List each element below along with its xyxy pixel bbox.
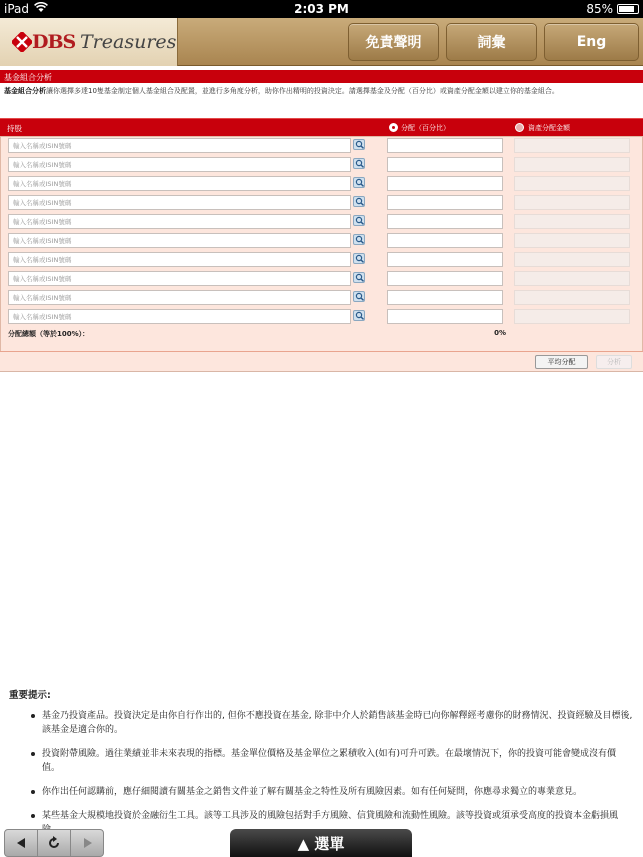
magnifier-icon (355, 140, 365, 149)
battery-percent: 85% (586, 2, 613, 16)
action-bar (0, 351, 643, 372)
browser-nav (4, 829, 104, 857)
back-button[interactable] (5, 830, 38, 856)
back-arrow-icon (15, 837, 27, 849)
magnifier-icon (355, 292, 365, 301)
holdings-header: 持股 (7, 124, 22, 133)
alloc-percent-input[interactable] (387, 195, 503, 210)
alloc-amount-input[interactable] (514, 271, 630, 286)
fund-search-button[interactable] (353, 272, 365, 283)
fund-search-button[interactable] (353, 310, 365, 321)
alloc-percent-input[interactable] (387, 290, 503, 305)
language-button[interactable]: Eng (544, 23, 639, 61)
magnifier-icon (355, 197, 365, 206)
magnifier-icon (355, 178, 365, 187)
alloc-percent-input[interactable] (387, 271, 503, 286)
fund-search-input[interactable]: 輸入名稱或ISIN號碼 (8, 252, 351, 267)
fund-search-input[interactable]: 輸入名稱或ISIN號碼 (8, 214, 351, 229)
fund-search-input[interactable]: 輸入名稱或ISIN號碼 (8, 290, 351, 305)
alloc-amount-input[interactable] (514, 157, 630, 172)
forward-arrow-icon (82, 837, 94, 849)
fund-search-button[interactable] (353, 215, 365, 226)
alloc-amount-input[interactable] (514, 176, 630, 191)
notes-title: 重要提示: (9, 690, 51, 701)
alloc-amount-input[interactable] (514, 252, 630, 267)
refresh-icon (47, 836, 61, 850)
fund-search-button[interactable] (353, 196, 365, 207)
alloc-amount-radio[interactable] (515, 123, 524, 132)
table-header (0, 118, 643, 136)
app-header (0, 18, 643, 66)
dbs-x-logo-icon (12, 32, 32, 52)
fund-search-button[interactable] (353, 234, 365, 245)
magnifier-icon (355, 273, 365, 282)
alloc-percent-radio[interactable] (389, 123, 398, 132)
magnifier-icon (355, 235, 365, 244)
alloc-percent-input[interactable] (387, 252, 503, 267)
total-label: 分配總額（等於100%）： (8, 330, 90, 338)
battery-icon (617, 4, 639, 14)
total-value: 0% (494, 329, 506, 337)
alloc-percent-label: 分配（百分比） (401, 124, 450, 132)
intro-text: 讓你選擇多達10隻基金制定個人基金組合及配置，並進行多角度分析，助你作出精明的投資決定。請選擇基金及分配（百分比）或資產分配金額以建立你的基金組合。 (46, 87, 559, 95)
section-title: 基金組合分析 (4, 73, 52, 82)
fund-search-input[interactable]: 輸入名稱或ISIN號碼 (8, 138, 351, 153)
alloc-percent-input[interactable] (387, 176, 503, 191)
logo-brand: DBS (32, 31, 76, 53)
magnifier-icon (355, 254, 365, 263)
alloc-amount-input[interactable] (514, 309, 630, 324)
fund-search-button[interactable] (353, 139, 365, 150)
fund-search-button[interactable] (353, 177, 365, 188)
alloc-amount-input[interactable] (514, 214, 630, 229)
fund-search-input[interactable]: 輸入名稱或ISIN號碼 (8, 233, 351, 248)
alloc-percent-input[interactable] (387, 214, 503, 229)
alloc-percent-input[interactable] (387, 138, 503, 153)
fund-search-input[interactable]: 輸入名稱或ISIN號碼 (8, 195, 351, 210)
alloc-amount-input[interactable] (514, 290, 630, 305)
list-item: 你作出任何認購前，應仔細閱讀有關基金之銷售文件並了解有關基金之特性及所有風險因素。如有任何疑問，你應尋求獨立的專業意見。 (0, 785, 643, 799)
forward-button[interactable] (71, 830, 104, 856)
list-item: 投資附帶風險。過往業績並非未來表現的指標。基金單位價格及基金單位之累積收入(如有)可升可跌。在最壞情況下，你的投資可能會變成沒有價值。 (0, 747, 643, 775)
notes-list (0, 709, 643, 847)
alloc-amount-label: 資產分配金額 (528, 124, 570, 132)
status-bar (0, 0, 643, 18)
alloc-amount-input[interactable] (514, 195, 630, 210)
intro-bold: 基金組合分析 (4, 87, 46, 95)
disclaimer-button[interactable]: 免責聲明 (348, 23, 439, 61)
logo-suffix: Treasures (80, 31, 177, 53)
clock: 2:03 PM (294, 2, 349, 16)
fund-search-button[interactable] (353, 291, 365, 302)
analyze-button[interactable]: 分析 (596, 355, 632, 369)
fund-search-input[interactable]: 輸入名稱或ISIN號碼 (8, 271, 351, 286)
section-title-bar (0, 70, 643, 83)
alloc-percent-input[interactable] (387, 233, 503, 248)
fund-search-input[interactable]: 輸入名稱或ISIN號碼 (8, 309, 351, 324)
magnifier-icon (355, 216, 365, 225)
fund-search-button[interactable] (353, 158, 365, 169)
refresh-button[interactable] (38, 830, 71, 856)
fund-search-input[interactable]: 輸入名稱或ISIN號碼 (8, 176, 351, 191)
alloc-amount-input[interactable] (514, 138, 630, 153)
fund-search-button[interactable] (353, 253, 365, 264)
equal-split-button[interactable]: 平均分配 (535, 355, 588, 369)
section-intro (4, 86, 640, 96)
magnifier-icon (355, 159, 365, 168)
alloc-percent-input[interactable] (387, 157, 503, 172)
glossary-button[interactable]: 詞彙 (446, 23, 537, 61)
list-item: 某些基金大規模地投資於金融衍生工具。該等工具涉及的風險包括對手方風險、信貸風險和流動性風險。該等投資或須承受高度的投資本金虧損風 (0, 809, 643, 837)
list-item: 基金乃投資產品。投資決定是由你自行作出的, 但你不應投資在基金, 除非中介人於銷售該基金時已向你解釋經考慮你的財務情況、投資經驗及目標後, 該基金是適合你的。 (0, 709, 643, 737)
magnifier-icon (355, 311, 365, 320)
alloc-amount-input[interactable] (514, 233, 630, 248)
device-label: iPad (4, 2, 30, 16)
fund-search-input[interactable]: 輸入名稱或ISIN號碼 (8, 157, 351, 172)
menu-button[interactable]: ▲ 選單 (230, 829, 412, 857)
alloc-percent-input[interactable] (387, 309, 503, 324)
dbs-treasures-logo (0, 18, 178, 66)
